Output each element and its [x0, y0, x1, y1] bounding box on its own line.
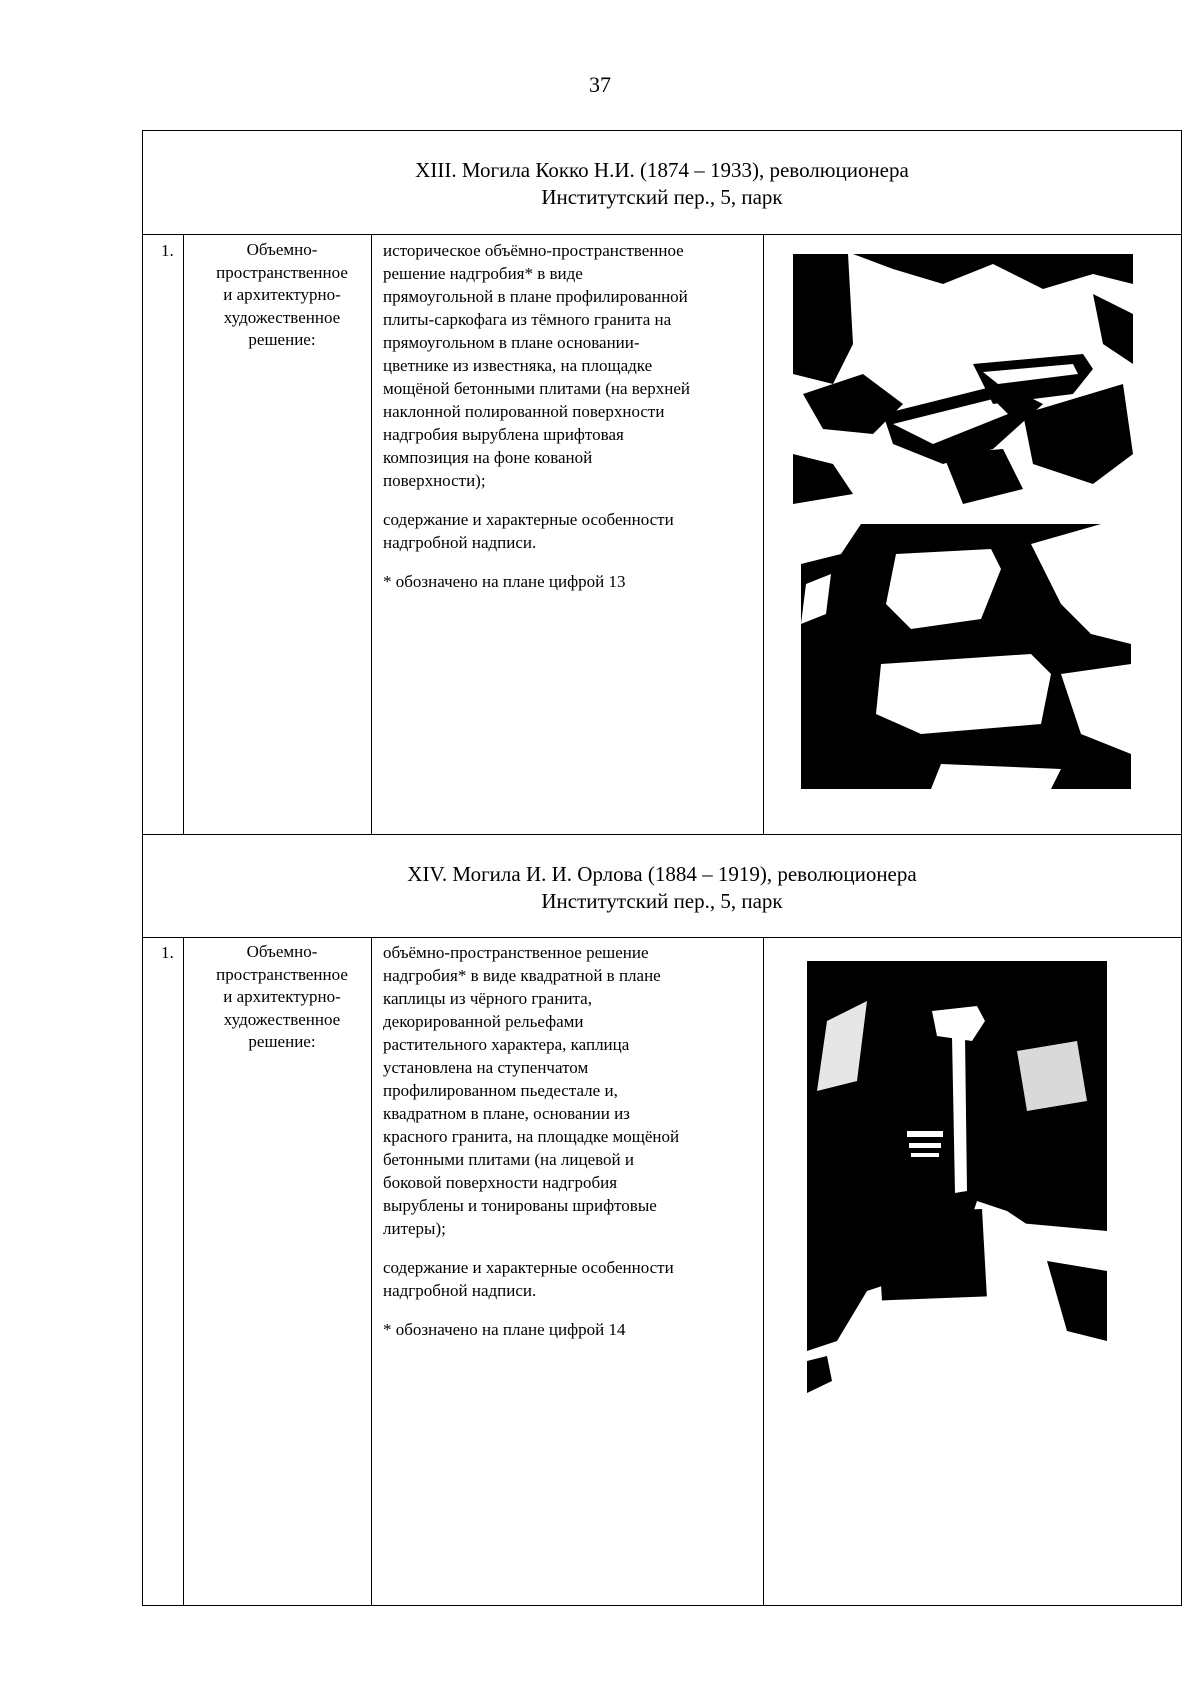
label-line: и архитектурно- [223, 987, 341, 1006]
features-paragraph [383, 508, 755, 554]
row-number: 1. [161, 241, 174, 260]
description-line: декорированной рельефами [383, 1012, 584, 1031]
label-line: решение: [248, 330, 316, 349]
section-13-title: XIII. Могила Кокко Н.И. (1874 – 1933), революционера [415, 158, 909, 182]
label-line: художественное [223, 307, 341, 327]
section-13-header [143, 157, 1181, 211]
label-line: и архитектурно- [223, 285, 341, 304]
label-line: Объемно- [246, 942, 318, 961]
description-line: надгробия вырублена шрифтовая [383, 425, 624, 444]
column-divider [183, 937, 184, 1605]
section-14-address: Институтский пер., 5, парк [541, 889, 783, 913]
features-line: содержание и характерные особенности [383, 510, 674, 529]
description-line: цветнике из известняка, на площадке [383, 356, 653, 375]
row-label [191, 239, 373, 352]
label-line: художественное [223, 1009, 341, 1029]
section-13-address: Институтский пер., 5, парк [541, 185, 783, 209]
description-line: прямоугольном в плане основании- [383, 333, 640, 352]
plan-note: * обозначено на плане цифрой 13 [383, 572, 626, 591]
monument-table [142, 130, 1182, 1606]
description-line: растительного характера, каплица [383, 1035, 630, 1054]
page-number: 37 [589, 72, 611, 97]
section-14-header [143, 861, 1181, 915]
grave-photo-13-a [793, 254, 1133, 516]
description-line: боковой поверхности надгробия [383, 1173, 618, 1192]
description-line: прямоугольной в плане профилированной [383, 287, 688, 306]
description-line: профилированном пьедестале и, [383, 1081, 618, 1100]
row-description [383, 941, 755, 1357]
label-line: решение: [248, 1032, 316, 1051]
description-paragraph [383, 941, 755, 1240]
description-line: плиты-саркофага из тёмного гранита на [383, 310, 672, 329]
description-line: мощёной бетонными плитами (на верхней [383, 379, 690, 398]
grave-photo-13-a-image [793, 254, 1133, 516]
description-line: квадратном в плане, основании из [383, 1104, 630, 1123]
description-line: историческое объёмно-пространственное [383, 241, 684, 260]
label-line: Объемно- [246, 240, 318, 259]
grave-photo-13-b-image [801, 524, 1131, 789]
description-line: поверхности); [383, 471, 486, 490]
label-line: пространственное [216, 262, 348, 282]
section-14-title: XIV. Могила И. И. Орлова (1884 – 1919), революционера [407, 862, 917, 886]
grave-photo-14-image [807, 961, 1107, 1393]
section-13-header-divider [143, 234, 1181, 235]
description-line: объёмно-пространственное решение [383, 943, 649, 962]
features-line: содержание и характерные особенности [383, 1258, 674, 1277]
label-line: пространственное [216, 964, 348, 984]
description-line: вырублены и тонированы шрифтовые [383, 1196, 657, 1215]
features-line: надгробной надписи. [383, 533, 537, 552]
description-line: литеры); [383, 1219, 446, 1238]
description-line: композиция на фоне кованой [383, 448, 593, 467]
column-divider [763, 234, 764, 834]
description-line: бетонными плитами (на лицевой и [383, 1150, 634, 1169]
section-14-header-divider [143, 937, 1181, 938]
column-divider [763, 937, 764, 1605]
row-number: 1. [161, 943, 174, 962]
description-line: установлена на ступенчатом [383, 1058, 589, 1077]
features-line: надгробной надписи. [383, 1281, 537, 1300]
description-line: каплицы из чёрного гранита, [383, 989, 592, 1008]
description-line: наклонной полированной поверхности [383, 402, 665, 421]
row-label [191, 941, 373, 1054]
grave-photo-13-b [801, 524, 1131, 789]
description-line: надгробия* в виде квадратной в плане [383, 966, 661, 985]
row-description [383, 239, 755, 609]
description-line: решение надгробия* в виде [383, 264, 583, 283]
section-divider [143, 834, 1181, 835]
column-divider [183, 234, 184, 834]
description-paragraph [383, 239, 755, 492]
features-paragraph [383, 1256, 755, 1302]
description-line: красного гранита, на площадке мощёной [383, 1127, 680, 1146]
grave-photo-14 [807, 961, 1107, 1393]
plan-note: * обозначено на плане цифрой 14 [383, 1320, 626, 1339]
